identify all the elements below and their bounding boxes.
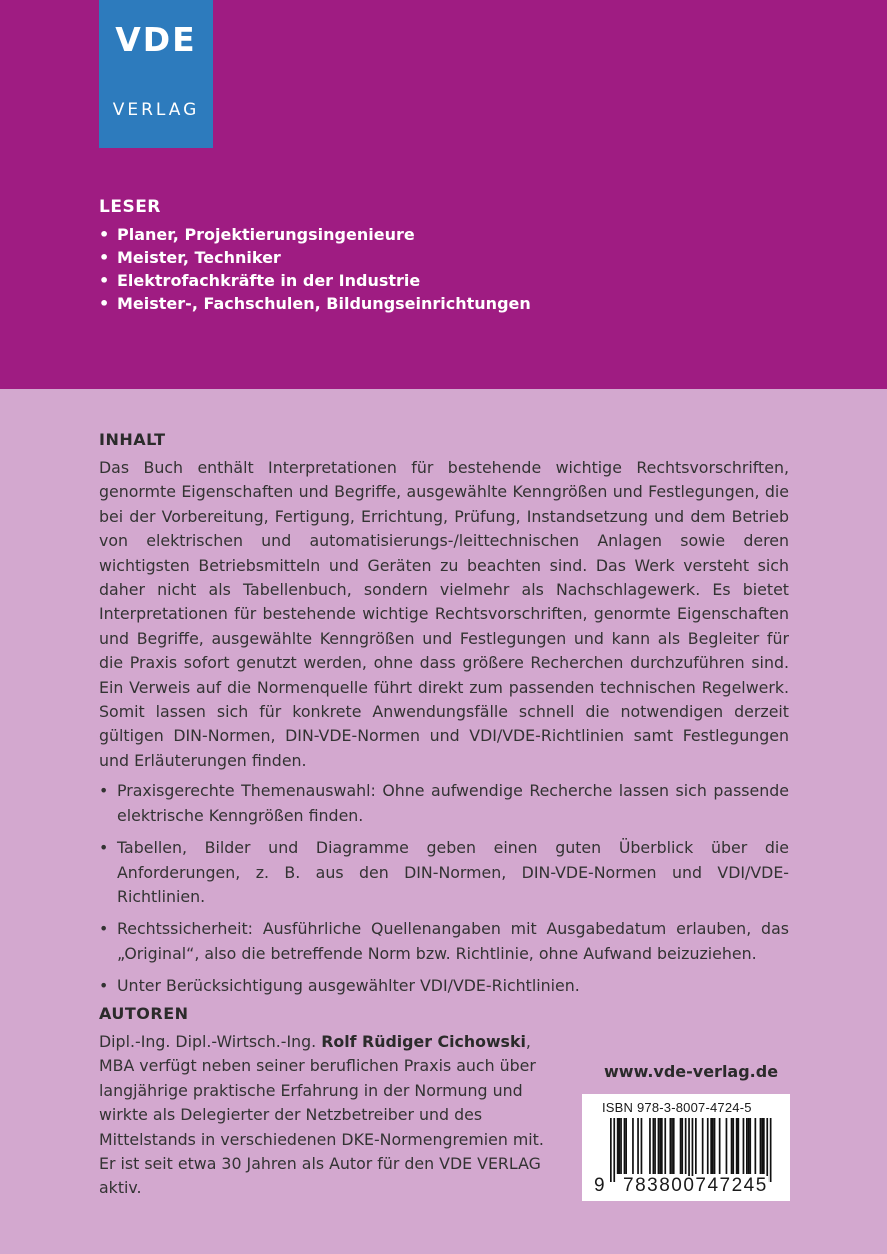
- list-item: • Meister-, Fachschulen, Bildungseinrichtungen: [99, 292, 799, 315]
- barcode-bar: [746, 1118, 748, 1174]
- barcode-bar: [619, 1118, 621, 1174]
- leser-title: LESER: [99, 197, 161, 217]
- barcode-bar: [760, 1118, 762, 1174]
- barcode-bar: [613, 1118, 615, 1182]
- barcode-bar: [761, 1118, 763, 1174]
- barcode-bar: [658, 1118, 660, 1174]
- barcode-bar: [670, 1118, 672, 1174]
- barcode-bar: [738, 1118, 740, 1174]
- logo-sub: VERLAG: [112, 100, 200, 120]
- barcode-bar: [710, 1118, 712, 1174]
- barcode-bar: [748, 1118, 750, 1174]
- barcode-first-digit: 9: [594, 1175, 607, 1196]
- barcode-bar: [736, 1118, 738, 1174]
- barcode-bar: [617, 1118, 619, 1174]
- barcode-bar: [770, 1118, 772, 1182]
- isbn-barcode-box: [582, 1094, 790, 1201]
- barcode-bar: [632, 1118, 634, 1174]
- isbn-label: ISBN 978-3-8007-4724-5: [602, 1100, 752, 1115]
- barcode-bar: [692, 1118, 694, 1182]
- barcode-bar: [755, 1118, 757, 1174]
- barcode-bar: [649, 1118, 651, 1174]
- list-item: • Tabellen, Bilder und Diagramme geben einen guten Überblick über die Anforderungen, z. B. aus den DIN-Normen, DIN-VDE-Normen und VDI/VDE-Richtlinien.: [99, 836, 789, 909]
- barcode-bar: [625, 1118, 627, 1174]
- barcode-bar: [653, 1118, 655, 1174]
- autoren-title: AUTOREN: [99, 1004, 189, 1023]
- website-url: www.vde-verlag.de: [604, 1062, 779, 1081]
- barcode-bar: [695, 1118, 697, 1174]
- leser-list: [99, 223, 799, 315]
- barcode-bar: [685, 1118, 687, 1174]
- barcode-bar: [641, 1118, 643, 1174]
- barcode-bar: [680, 1118, 682, 1174]
- vde-verlag-logo: [99, 0, 213, 148]
- barcode-bar: [714, 1118, 716, 1174]
- barcode-bar: [712, 1118, 714, 1174]
- list-item: • Meister, Techniker: [99, 246, 799, 269]
- barcode-digit-string: 783800747245: [623, 1175, 768, 1196]
- barcode-bar: [659, 1118, 661, 1174]
- inhalt-section: [99, 428, 789, 1007]
- logo-mark: VDE: [115, 20, 197, 59]
- inhalt-bullets: [99, 779, 789, 998]
- barcode-bar: [654, 1118, 656, 1174]
- list-item: • Elektrofachkräfte in der Industrie: [99, 269, 799, 292]
- barcode-bar: [688, 1118, 690, 1182]
- barcode-bar: [624, 1118, 626, 1174]
- barcode-bar: [610, 1118, 612, 1182]
- author-name: Rolf Rüdiger Cichowski: [321, 1032, 526, 1051]
- list-item: • Planer, Projektierungsingenieure: [99, 223, 799, 246]
- barcode-bar: [702, 1118, 704, 1174]
- barcode-bar: [743, 1118, 745, 1174]
- inhalt-text: Das Buch enthält Interpretationen für bestehende wichtige Rechtsvorschriften, genormte Eigenschaften und Begriffe, ausgewählte Kenngrößen und Festlegungen, die bei der Vorbereitung, Fertigung, Errichtung, Prüfung, Instandsetzung und dem Betrieb von elektrischen und automatisierungs-/leittechnischen Anlagen sowie deren wichtigsten Betriebsmitteln und Geräten zu beachten sind. Das Werk versteht sich daher nicht als Tabellenbuch, sondern vielmehr als Nachschlagewerk. Es bietet Interpretationen für bestehende wichtige Rechtsvorschriften, genormte Eigenschaften und Begriffe, ausgewählte Kenngrößen und Festlegungen und kann als Begleiter für die Praxis sofort genutzt werden, ohne dass größere Recherchen durchzuführen sind. Ein Verweis auf die Normenquelle führt direkt zum passenden technischen Regelwerk. Somit lassen sich für konkrete Anwendungsfälle schnell die notwendigen derzeit gültigen DIN-Normen, DIN-VDE-Normen und VDI/VDE-Richtlinien samt Festlegungen und Erläuterungen finden.: [99, 458, 789, 770]
- list-item: • Praxisgerechte Themenauswahl: Ohne aufwendige Recherche lassen sich passende elektrische Kenngrößen finden.: [99, 779, 789, 828]
- barcode-bar: [707, 1118, 709, 1174]
- author-prefix: Dipl.-Ing. Dipl.-Wirtsch.-Ing.: [99, 1032, 322, 1051]
- list-item: • Rechtssicherheit: Ausführliche Quellenangaben mit Ausgabedatum erlauben, das „Original“, also die betreffende Norm bzw. Richtlinie, ohne Aufwand beizuziehen.: [99, 917, 789, 966]
- author-bio: , MBA verfügt neben seiner beruflichen Praxis auch über langjährige praktische Erfahrung in der Normung und wirkte als Delegierter der Netzbetreiber und des Mittelstands in verschiedenen DKE-Normengremien mit. Er ist seit etwa 30 Jahren als Autor für den VDE VERLAG aktiv.: [99, 1032, 544, 1198]
- barcode-bar: [637, 1118, 639, 1174]
- autoren-section: [99, 1002, 557, 1201]
- barcode-bar: [749, 1118, 751, 1174]
- barcode-bar: [766, 1118, 768, 1182]
- barcode-bar: [673, 1118, 675, 1174]
- barcode-bar: [620, 1118, 622, 1174]
- barcode-bar: [671, 1118, 673, 1174]
- list-item: • Unter Berücksichtigung ausgewählter VDI/VDE-Richtlinien.: [99, 974, 789, 998]
- barcode-bar: [763, 1118, 765, 1174]
- barcode-bar: [726, 1118, 728, 1174]
- barcode-bar: [732, 1118, 734, 1174]
- barcode-bar: [719, 1118, 721, 1174]
- autoren-text: [99, 1030, 557, 1201]
- inhalt-title: INHALT: [99, 430, 166, 449]
- barcode-bar: [681, 1118, 683, 1174]
- leser-section: [99, 195, 799, 315]
- barcode-bar: [664, 1118, 666, 1174]
- barcode-bar: [731, 1118, 733, 1174]
- barcode-bar: [661, 1118, 663, 1174]
